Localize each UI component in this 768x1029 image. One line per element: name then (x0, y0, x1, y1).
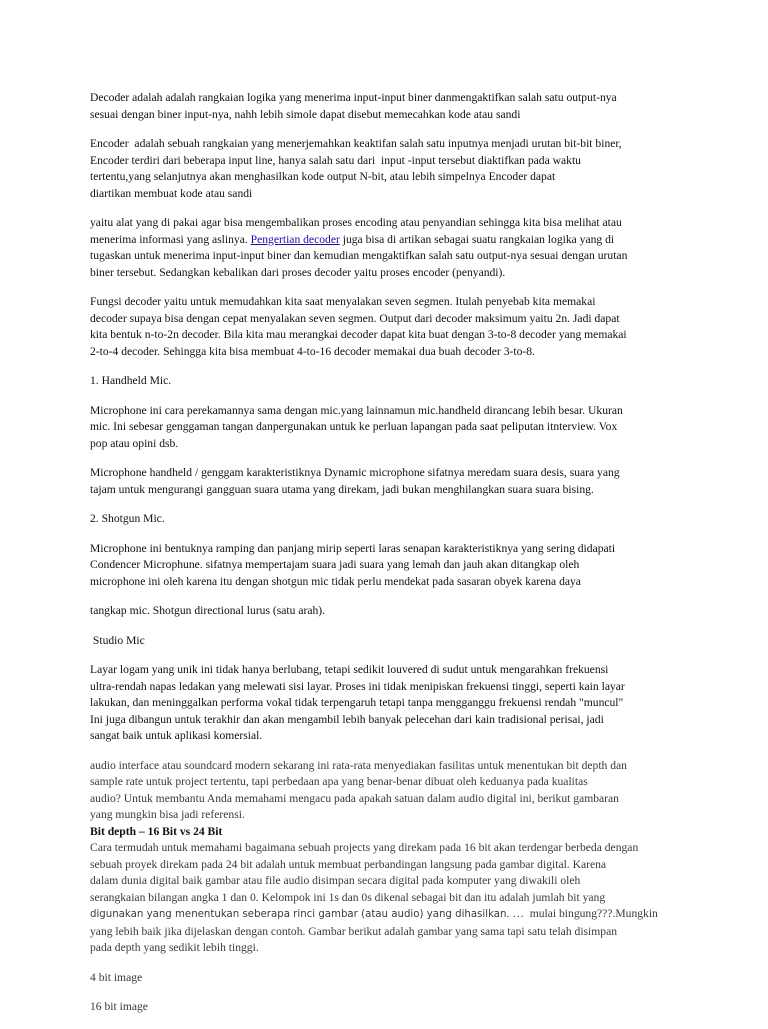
text-line: mic. Ini sebesar genggaman tangan danpergunakan untuk ke perluan lapangan pada saat peliputan itnterview. Vox (90, 420, 618, 433)
text-line: yaitu alat yang di pakai agar bisa mengembalikan proses encoding atau penyandian sehingga kita bisa melihat atau (90, 216, 622, 229)
text-line: lakukan, dan meninggalkan performa vokal tidak terpengaruh tetapi tanpa mengganggu frekuensi rendah "muncul" (90, 696, 624, 709)
paragraph-audio-interface (90, 758, 690, 824)
text-line (90, 232, 690, 249)
heading-bit-depth: Bit depth – 16 Bit vs 24 Bit (90, 824, 223, 838)
text-line: dalam dunia digital baik gambar atau file audio disimpan secara digital pada komputer yang diwakili oleh (90, 874, 581, 887)
pengertian-decoder-link[interactable]: Pengertian decoder (250, 232, 340, 246)
text-line: pop atau opini dsb. (90, 436, 179, 450)
text-fragment: . … mulai bingung???.Mungkin (506, 907, 658, 920)
text-line: Encoder adalah sebuah rangkaian yang menerjemahkan keaktifan salah satu inputnya menjadi urutan bit-bit biner, (90, 137, 622, 150)
text-line: Layar logam yang unik ini tidak hanya berlubang, tetapi sedikit louvered di sudut untuk mengarahkan frekuensi (90, 663, 609, 676)
paragraph-handheld-characteristics (90, 465, 690, 498)
document-body (90, 90, 690, 1029)
text-line: sebuah proyek direkam pada 24 bit adalah untuk membuat perbandingan langsung pada gambar digital. Karena (90, 857, 607, 871)
text-line: Microphone ini bentuknya ramping dan panjang mirip seperti laras senapan karakteristiknya yang sering didapati (90, 541, 616, 555)
paragraph-decoder-purpose (90, 215, 690, 281)
heading-studio-mic: Studio Mic (90, 633, 145, 647)
text-fragment: juga bisa di artikan sebagai suatu rangkaian logika yang di (339, 232, 615, 246)
text-line: sesuai dengan biner input-nya, nahh lebih simole dapat disebut memecahkan kode atau sandi (90, 107, 521, 121)
paragraph-decoder-function (90, 294, 690, 360)
text-line: kita bentuk n-to-2n decoder. Bila kita mau merangkai decoder dapat kita buat dengan 3-to-8 decoder yang memakai (90, 328, 627, 341)
text-line: sangat baik untuk aplikasi komersial. (90, 729, 263, 742)
text-line: serangkaian bilangan angka 1 dan 0. Kelompok ini 1s dan 0s dikenal sebagai bit dan itu adalah jumlah bit yang (90, 890, 606, 904)
paragraph-handheld-description (90, 403, 690, 453)
text-line: decoder supaya bisa dengan cepat menyalakan seven segmen. Output dari decoder maksimum yaitu 2n. Jadi dapat (90, 311, 620, 325)
text-line: 2-to-4 decoder. Sehingga kita bisa membuat 4-to-16 decoder memakai dua buah decoder 3-to-8. (90, 344, 535, 358)
text-line: microphone ini oleh karena itu dengan shotgun mic tidak perlu mendekat pada sasaran obyek karena daya (90, 574, 581, 588)
text-line: Ini juga dibangun untuk terakhir dan akan mengambil lebih banyak pelecehan dari kain tradisional perisai, jadi (90, 712, 604, 726)
paragraph-studio-description (90, 662, 690, 745)
caption-4-bit-image: 4 bit image (90, 970, 143, 984)
paragraph-bit-depth-explanation (90, 840, 690, 957)
text-line: yang mungkin bisa jadi referensi. (90, 808, 245, 821)
text-line: Decoder adalah adalah rangkaian logika yang menerima input-input biner danmengaktifkan salah satu output-nya (90, 91, 617, 104)
text-line: tugaskan untuk menerima input-input biner dan kemudian mengaktifkan salah satu output-nya sesuai dengan urutan (90, 249, 628, 262)
text-line: ultra-rendah napas ledakan yang melewati sisi layar. Proses ini tidak menipiskan frekuensi tinggi, seperti kain layar (90, 679, 625, 693)
paragraph-shotgun-description (90, 541, 690, 591)
text-line: tertentu,yang selanjutnya akan menghasilkan kode output N-bit, atau lebih simpelnya Encoder dapat (90, 170, 556, 183)
text-line: tajam untuk mengurangi gangguan suara utama yang direkam, jadi bukan menghilangkan suara suara bising. (90, 482, 594, 496)
text-line: Fungsi decoder yaitu untuk memudahkan kita saat menyalakan seven segmen. Itulah penyebab kita memakai (90, 295, 596, 308)
text-line (90, 906, 690, 924)
text-fragment: menerima informasi yang aslinya. (90, 232, 251, 246)
text-line: biner tersebut. Sedangkan kebalikan dari proses decoder yaitu proses encoder (penyandi). (90, 265, 506, 279)
paragraph-shotgun-direction: tangkap mic. Shotgun directional lurus (satu arah). (90, 604, 326, 617)
text-line: yang lebih baik jika dijelaskan dengan contoh. Gambar berikut adalah gambar yang sama tapi satu telah disimpan (90, 924, 618, 938)
paragraph-encoder-definition (90, 136, 690, 202)
text-line: Cara termudah untuk memahami bagaimana sebuah projects yang direkam pada 16 bit akan terdengar berbeda dengan (90, 841, 639, 854)
text-line: Microphone handheld / genggam karakteristiknya Dynamic microphone sifatnya meredam suara desis, suara yang (90, 466, 620, 479)
text-line: sample rate untuk project tertentu, tapi perbedaan apa yang benar-benar dibuat oleh keduanya pada kualitas (90, 775, 588, 788)
heading-handheld-mic: 1. Handheld Mic. (90, 374, 172, 387)
text-line: Encoder terdiri dari beberapa input line, hanya salah satu dari input -input tersebut diaktifkan pada waktu (90, 153, 581, 167)
text-line: pada depth yang sedikit lebih tinggi. (90, 941, 259, 954)
heading-shotgun-mic: 2. Shotgun Mic. (90, 512, 165, 525)
text-line: Condencer Microphune. sifatnya mempertajam suara jadi suara yang lemah dan jauh akan ditangkap oleh (90, 558, 580, 571)
paragraph-decoder-definition (90, 90, 690, 123)
text-fragment-alt-font: digunakan yang menentukan seberapa rinci gambar (atau audio) yang dihasilkan (90, 909, 507, 920)
text-line: Microphone ini cara perekamannya sama dengan mic.yang lainnamun mic.handheld dirancang lebih besar. Ukuran (90, 403, 623, 417)
caption-16-bit-image: 16 bit image (90, 1000, 148, 1013)
text-line: audio interface atau soundcard modern sekarang ini rata-rata menyediakan fasilitas untuk menentukan bit depth dan (90, 758, 627, 772)
text-line: diartikan membuat kode atau sandi (90, 186, 253, 200)
text-line: audio? Untuk membantu Anda memahami mengacu pada apakah satuan dalam audio digital ini, berikut gambaran (90, 791, 619, 805)
